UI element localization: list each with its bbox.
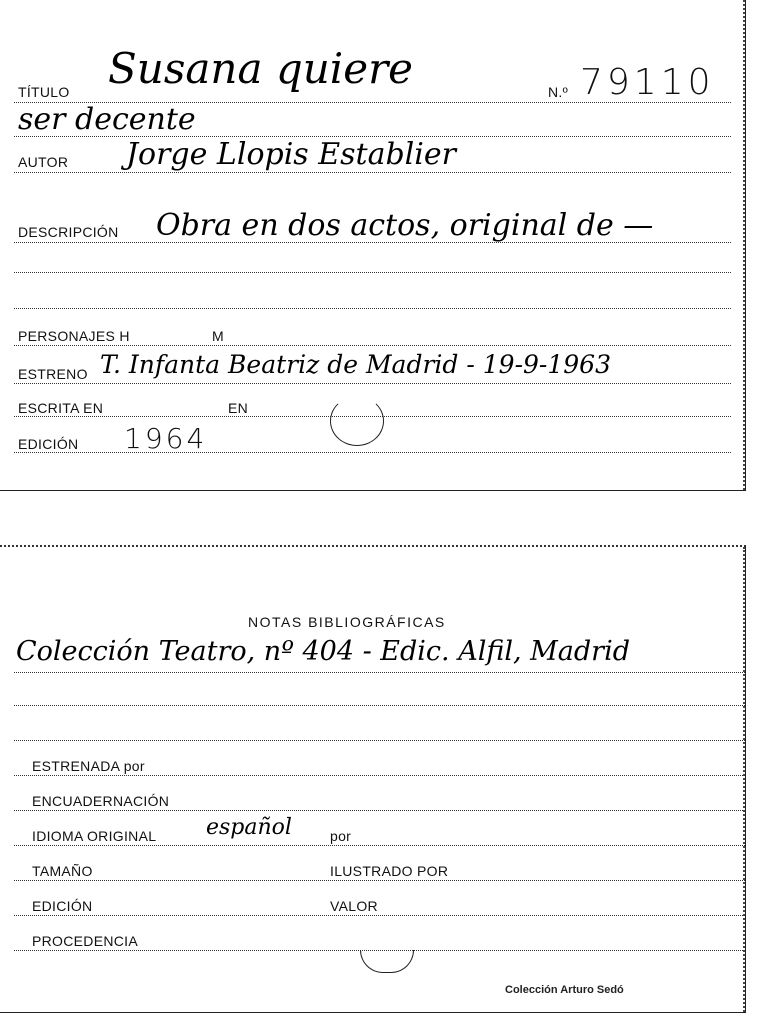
idioma-value: español [206, 815, 292, 840]
punch-hole-mark [330, 396, 384, 446]
rule-encuadernacion [14, 810, 745, 811]
estrenada-label: ESTRENADA por [32, 758, 145, 774]
rule-idioma [14, 845, 745, 846]
titulo-label: TÍTULO [18, 84, 70, 100]
titulo-value: Susana quiere [108, 44, 414, 93]
ilustrado-label: ILUSTRADO POR [330, 863, 449, 879]
notas-value: Colección Teatro, nº 404 - Edic. Alfil, Madrid [16, 636, 630, 667]
idioma-label: IDIOMA ORIGINAL [32, 828, 157, 844]
escrita-en-label: EN [228, 400, 249, 416]
rule-notas-3 [14, 740, 745, 741]
encuadernacion-label: ENCUADERNACIÓN [32, 793, 170, 809]
rule-autor [14, 172, 731, 173]
rule-notas [14, 672, 745, 673]
rule-blank-2 [14, 308, 731, 309]
personajes-label: PERSONAJES H [18, 328, 130, 344]
descripcion-value: Obra en dos actos, original de — [156, 208, 654, 243]
tamano-label: TAMAÑO [32, 863, 93, 879]
autor-label: AUTOR [18, 154, 69, 170]
rule-personajes [14, 345, 731, 346]
personajes-m-label: M [212, 328, 224, 344]
catalog-card-front [0, 0, 746, 491]
numero-value: 79110 [580, 62, 715, 103]
rule-tamano [14, 880, 745, 881]
estreno-label: ESTRENO [18, 366, 88, 382]
edicion-back-label: EDICIÓN [32, 898, 93, 914]
idioma-por-label: por [330, 828, 352, 844]
numero-label: N.º [548, 84, 569, 100]
rule-estreno [14, 383, 731, 384]
rule-edicion-valor [14, 915, 745, 916]
edicion-value: 1964 [124, 422, 208, 455]
estreno-value: T. Infanta Beatriz de Madrid - 19-9-1963 [100, 350, 611, 379]
procedencia-label: PROCEDENCIA [32, 933, 138, 949]
titulo-continuation: ser decente [18, 102, 196, 137]
escrita-label: ESCRITA EN [18, 400, 104, 416]
valor-label: VALOR [330, 898, 378, 914]
notas-heading: NOTAS BIBLIOGRÁFICAS [248, 614, 446, 630]
colophon: Colección Arturo Sedó [505, 984, 624, 996]
descripcion-label: DESCRIPCIÓN [18, 224, 119, 240]
rule-blank-1 [14, 272, 731, 273]
autor-value: Jorge Llopis Establier [126, 137, 456, 172]
rule-edicion [14, 452, 731, 453]
rule-notas-2 [14, 705, 745, 706]
edicion-label: EDICIÓN [18, 436, 79, 452]
rule-estrenada [14, 775, 745, 776]
